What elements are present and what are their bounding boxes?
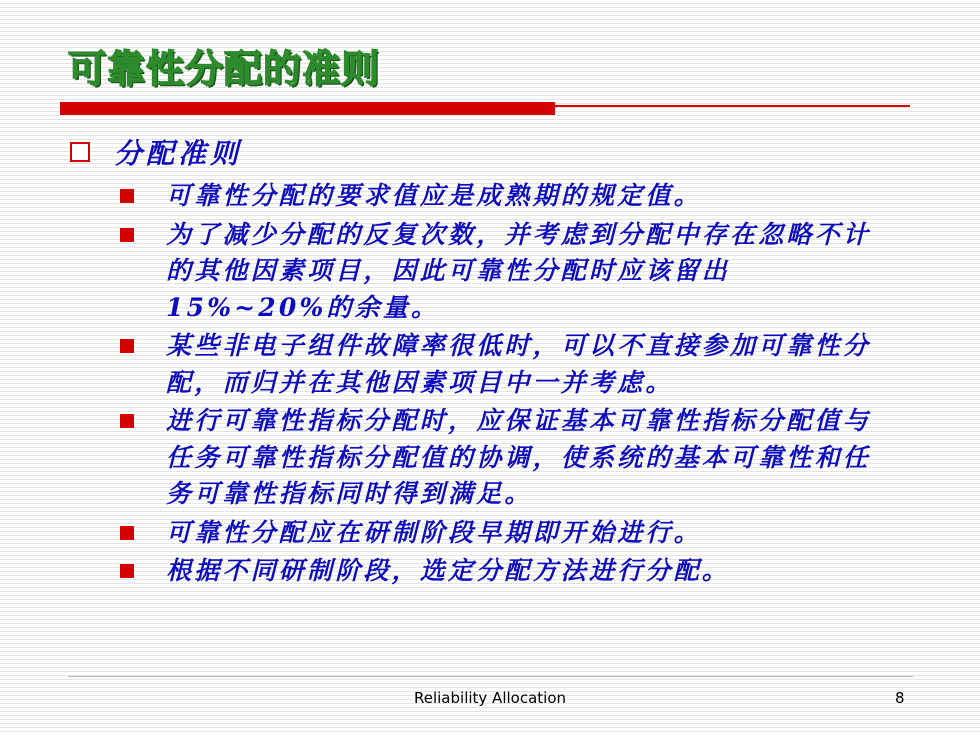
list-item-text: 可靠性分配的要求值应是成熟期的规定值。 xyxy=(166,181,702,210)
list-item xyxy=(120,553,900,590)
filled-square-bullet-icon xyxy=(120,526,134,540)
section-heading-label: 分配准则 xyxy=(114,137,243,170)
list-item-text: 为了减少分配的反复次数，并考虑到分配中存在忽略不计的其他因素项目，因此可靠性分配时应该留出15%~20%的余量。 xyxy=(166,219,872,322)
title-underline-bar xyxy=(60,102,555,115)
page-number: 8 xyxy=(895,689,905,707)
footer-title: Reliability Allocation xyxy=(414,689,566,707)
list-item xyxy=(120,178,900,215)
filled-square-bullet-icon xyxy=(120,339,134,353)
list-item xyxy=(120,217,900,327)
filled-square-bullet-icon xyxy=(120,228,134,242)
list-item-text: 进行可靠性指标分配时，应保证基本可靠性指标分配值与任务可靠性指标分配值的协调，使系统的基本可靠性和任务可靠性指标同时得到满足。 xyxy=(166,406,872,508)
hollow-square-bullet-icon xyxy=(70,142,90,162)
list-item xyxy=(120,328,900,401)
list-item-text: 可靠性分配应在研制阶段早期即开始进行。 xyxy=(166,517,702,547)
list-item-text: 根据不同研制阶段，选定分配方法进行分配。 xyxy=(166,556,731,585)
title-underline-rule xyxy=(555,105,910,107)
filled-square-bullet-icon xyxy=(120,564,134,578)
filled-square-bullet-icon xyxy=(120,414,134,428)
section-heading xyxy=(70,132,242,172)
slide-title: 可靠性分配的准则 xyxy=(68,47,381,91)
list-item-text: 某些非电子组件故障率很低时，可以不直接参加可靠性分配，而归并在其他因素项目中一并考虑。 xyxy=(166,331,872,397)
list-item xyxy=(120,403,900,513)
filled-square-bullet-icon xyxy=(120,189,134,203)
footer-divider xyxy=(68,676,913,677)
list-item xyxy=(120,515,900,552)
bullet-list xyxy=(120,178,900,592)
